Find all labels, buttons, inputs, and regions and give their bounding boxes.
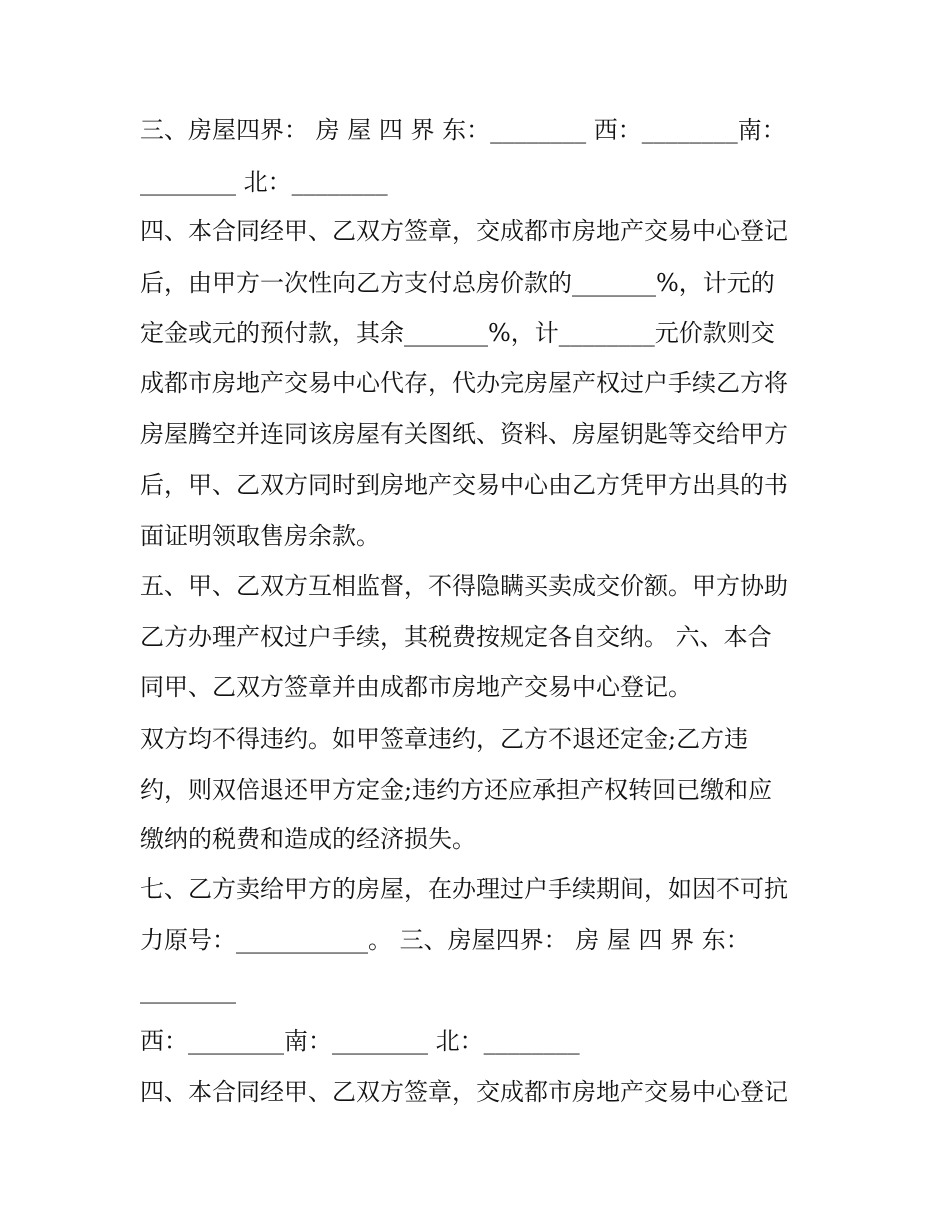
text-line-16: 七、乙方卖给甲方的房屋，在办理过户手续期间，如因不可抗 [140,875,788,903]
text-line-9: 面证明领取售房余款。 [140,522,380,550]
text-line-15: 缴纳的税费和造成的经济损失。 [140,825,476,853]
text-line-20: 四、本合同经甲、乙双方签章，交成都市房地产交易中心登记 [140,1078,788,1106]
text-line-17: 力原号：___________。 三、房屋四界： 房 屋 四 界 东： [140,926,750,954]
text-line-4: 后，由甲方一次性向乙方支付总房价款的_______%，计元的 [140,269,775,297]
text-line-12: 同甲、乙双方签章并由成都市房地产交易中心登记。 [140,673,692,701]
text-line-19: 西：________南：________ 北：________ [140,1027,580,1055]
text-line-8: 后，甲、乙双方同时到房地产交易中心由乙方凭甲方出具的书 [140,471,788,499]
text-line-11: 乙方办理产权过户手续，其税费按规定各自交纳。 六、本合 [140,623,772,651]
text-line-10: 五、甲、乙双方互相监督，不得隐瞒买卖成交价额。甲方协助 [140,572,788,600]
text-line-5: 定金或元的预付款，其余_______%，计________元价款则交 [140,319,775,347]
text-line-18: ________ [140,976,236,1004]
text-line-13: 双方均不得违约。如甲签章违约，乙方不退还定金;乙方违 [140,725,749,753]
text-line-7: 房屋腾空并连同该房屋有关图纸、资料、房屋钥匙等交给甲方 [140,420,788,448]
text-line-2: ________ 北：________ [140,168,388,196]
text-line-3: 四、本合同经甲、乙双方签章，交成都市房地产交易中心登记 [140,217,788,245]
text-line-14: 约，则双倍退还甲方定金;违约方还应承担产权转回已缴和应 [140,776,773,804]
text-line-1: 三、房屋四界： 房 屋 四 界 东：________ 西：________南： [140,116,786,144]
text-line-6: 成都市房地产交易中心代存，代办完房屋产权过户手续乙方将 [140,369,788,397]
